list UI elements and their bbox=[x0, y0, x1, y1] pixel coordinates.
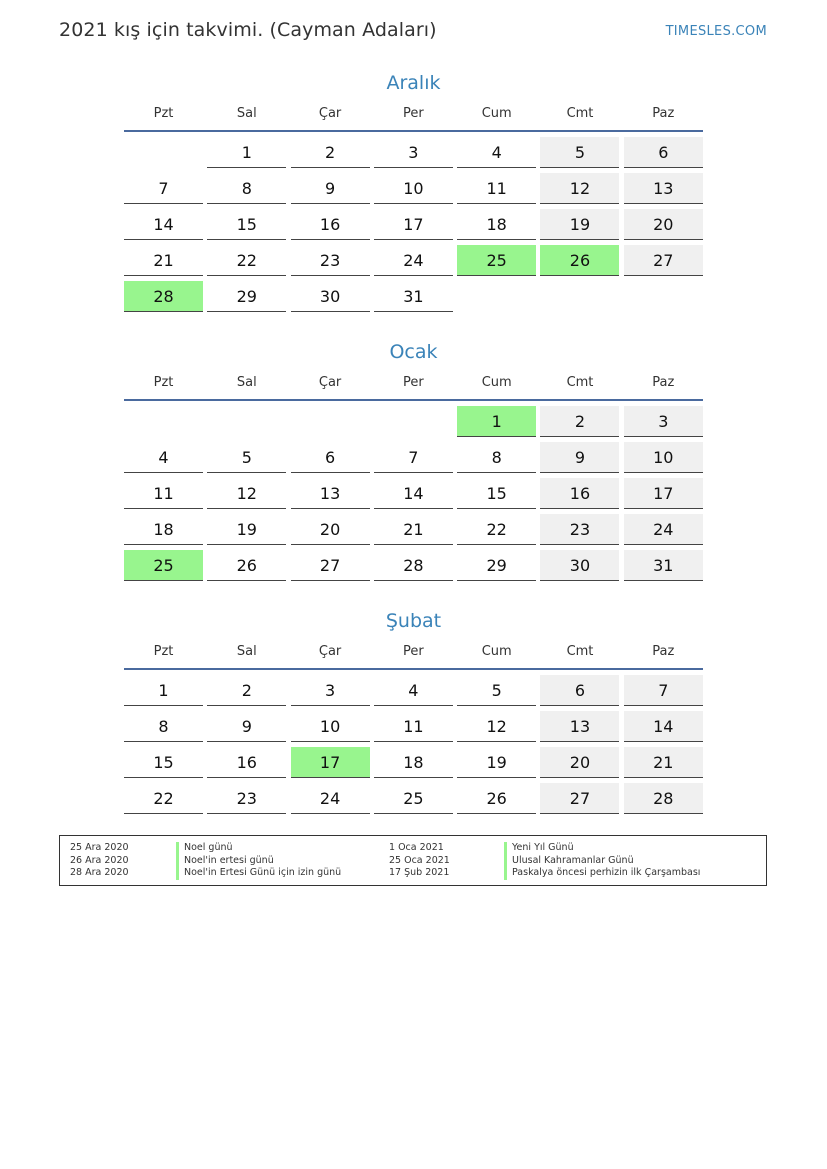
day-cell: 21 bbox=[624, 747, 703, 778]
brand-link[interactable]: TIMESLES.COM bbox=[665, 24, 767, 39]
weekday-label: Sal bbox=[236, 106, 257, 121]
legend-dates-right bbox=[389, 842, 450, 880]
day-cell: 25 bbox=[374, 783, 453, 814]
day-cell: 9 bbox=[207, 711, 286, 742]
day-cell: 24 bbox=[374, 245, 453, 276]
legend-name: Yeni Yıl Günü bbox=[504, 842, 700, 855]
day-cell: 6 bbox=[624, 137, 703, 168]
month-block bbox=[124, 607, 703, 814]
day-cell: 23 bbox=[291, 245, 370, 276]
day-cell: 12 bbox=[207, 478, 286, 509]
day-cell: 8 bbox=[457, 442, 536, 473]
day-cell: 7 bbox=[124, 173, 203, 204]
day-cell: 10 bbox=[624, 442, 703, 473]
day-cell: 4 bbox=[374, 675, 453, 706]
weekday-label: Sal bbox=[236, 644, 257, 659]
weekday-label: Paz bbox=[652, 106, 675, 121]
day-cell: 15 bbox=[124, 747, 203, 778]
day-cell: 3 bbox=[624, 406, 703, 437]
day-cell: 27 bbox=[624, 245, 703, 276]
holiday-day-cell: 28 bbox=[124, 281, 203, 312]
day-cell: 14 bbox=[124, 209, 203, 240]
day-cell: 24 bbox=[624, 514, 703, 545]
day-cell: 19 bbox=[540, 209, 619, 240]
weekday-label: Paz bbox=[652, 375, 675, 390]
day-cell: 26 bbox=[457, 783, 536, 814]
header-divider bbox=[124, 130, 703, 132]
weekday-header bbox=[124, 635, 703, 668]
legend-date: 25 Ara 2020 bbox=[70, 842, 129, 853]
day-cell: 10 bbox=[291, 711, 370, 742]
header-divider bbox=[124, 668, 703, 670]
day-cell: 18 bbox=[374, 747, 453, 778]
day-cell: 21 bbox=[124, 245, 203, 276]
day-cell: 7 bbox=[374, 442, 453, 473]
day-grid bbox=[124, 675, 703, 814]
day-cell: 31 bbox=[624, 550, 703, 581]
day-cell: 22 bbox=[124, 783, 203, 814]
month-title: Ocak bbox=[389, 341, 438, 363]
day-cell: 7 bbox=[624, 675, 703, 706]
day-cell: 26 bbox=[207, 550, 286, 581]
day-cell: 15 bbox=[457, 478, 536, 509]
empty-cell bbox=[124, 137, 203, 168]
legend-date: 28 Ara 2020 bbox=[70, 867, 129, 879]
legend-name: Noel'in Ertesi Günü için izin günü bbox=[176, 867, 341, 880]
day-cell: 23 bbox=[207, 783, 286, 814]
weekday-label: Pzt bbox=[153, 644, 174, 659]
holiday-day-cell: 25 bbox=[124, 550, 203, 581]
day-cell: 28 bbox=[624, 783, 703, 814]
page-title: 2021 kış için takvimi. (Cayman Adaları) bbox=[59, 19, 437, 41]
day-cell: 11 bbox=[124, 478, 203, 509]
legend-date: 17 Şub 2021 bbox=[389, 867, 450, 879]
legend-name: Noel günü bbox=[176, 842, 341, 855]
weekday-label: Cmt bbox=[566, 644, 594, 659]
empty-cell bbox=[207, 406, 286, 437]
legend-names-left bbox=[176, 842, 341, 880]
day-cell: 5 bbox=[540, 137, 619, 168]
day-cell: 3 bbox=[374, 137, 453, 168]
header-divider bbox=[124, 399, 703, 401]
month-title: Aralık bbox=[386, 72, 441, 94]
day-cell: 21 bbox=[374, 514, 453, 545]
day-cell: 8 bbox=[207, 173, 286, 204]
weekday-label: Pzt bbox=[153, 375, 174, 390]
weekday-header bbox=[124, 366, 703, 399]
day-cell: 22 bbox=[207, 245, 286, 276]
day-cell: 4 bbox=[124, 442, 203, 473]
weekday-label: Cum bbox=[481, 106, 512, 121]
day-cell: 11 bbox=[457, 173, 536, 204]
day-cell: 9 bbox=[540, 442, 619, 473]
empty-cell bbox=[374, 406, 453, 437]
day-cell: 28 bbox=[374, 550, 453, 581]
weekday-header bbox=[124, 97, 703, 130]
holiday-legend bbox=[59, 835, 767, 886]
day-cell: 24 bbox=[291, 783, 370, 814]
day-cell: 31 bbox=[374, 281, 453, 312]
day-cell: 12 bbox=[540, 173, 619, 204]
weekday-label: Cmt bbox=[566, 375, 594, 390]
holiday-day-cell: 1 bbox=[457, 406, 536, 437]
day-cell: 20 bbox=[291, 514, 370, 545]
day-cell: 15 bbox=[207, 209, 286, 240]
day-cell: 3 bbox=[291, 675, 370, 706]
legend-name: Noel'in ertesi günü bbox=[176, 855, 341, 868]
legend-name: Paskalya öncesi perhizin ilk Çarşambası bbox=[504, 867, 700, 880]
weekday-label: Pzt bbox=[153, 106, 174, 121]
day-cell: 2 bbox=[207, 675, 286, 706]
empty-cell bbox=[124, 406, 203, 437]
day-cell: 17 bbox=[624, 478, 703, 509]
day-cell: 14 bbox=[374, 478, 453, 509]
day-cell: 16 bbox=[540, 478, 619, 509]
day-cell: 29 bbox=[457, 550, 536, 581]
empty-cell bbox=[291, 406, 370, 437]
day-cell: 9 bbox=[291, 173, 370, 204]
day-cell: 13 bbox=[291, 478, 370, 509]
day-cell: 19 bbox=[457, 747, 536, 778]
day-cell: 30 bbox=[540, 550, 619, 581]
day-cell: 20 bbox=[540, 747, 619, 778]
weekday-label: Per bbox=[403, 644, 424, 659]
month-title: Şubat bbox=[385, 610, 442, 632]
weekday-label: Cum bbox=[481, 644, 512, 659]
day-cell: 23 bbox=[540, 514, 619, 545]
day-cell: 17 bbox=[374, 209, 453, 240]
day-cell: 29 bbox=[207, 281, 286, 312]
day-grid bbox=[124, 137, 703, 312]
weekday-label: Çar bbox=[318, 644, 342, 659]
day-cell: 11 bbox=[374, 711, 453, 742]
day-cell: 27 bbox=[540, 783, 619, 814]
day-cell: 6 bbox=[291, 442, 370, 473]
weekday-label: Sal bbox=[236, 375, 257, 390]
legend-date: 1 Oca 2021 bbox=[389, 842, 444, 853]
legend-names-right bbox=[504, 842, 700, 880]
day-cell: 4 bbox=[457, 137, 536, 168]
weekday-label: Per bbox=[403, 106, 424, 121]
month-block bbox=[124, 69, 703, 312]
day-cell: 20 bbox=[624, 209, 703, 240]
weekday-label: Cum bbox=[481, 375, 512, 390]
legend-name: Ulusal Kahramanlar Günü bbox=[504, 855, 700, 868]
legend-date: 26 Ara 2020 bbox=[70, 854, 129, 866]
day-cell: 19 bbox=[207, 514, 286, 545]
holiday-day-cell: 25 bbox=[457, 245, 536, 276]
day-cell: 10 bbox=[374, 173, 453, 204]
day-cell: 2 bbox=[540, 406, 619, 437]
weekday-label: Çar bbox=[318, 106, 342, 121]
day-cell: 2 bbox=[291, 137, 370, 168]
day-cell: 13 bbox=[624, 173, 703, 204]
day-cell: 16 bbox=[291, 209, 370, 240]
day-cell: 13 bbox=[540, 711, 619, 742]
holiday-day-cell: 17 bbox=[291, 747, 370, 778]
legend-date: 25 Oca 2021 bbox=[389, 854, 450, 866]
day-cell: 27 bbox=[291, 550, 370, 581]
weekday-label: Çar bbox=[318, 375, 342, 390]
day-cell: 14 bbox=[624, 711, 703, 742]
day-cell: 16 bbox=[207, 747, 286, 778]
day-cell: 6 bbox=[540, 675, 619, 706]
day-cell: 12 bbox=[457, 711, 536, 742]
legend-dates-left bbox=[70, 842, 129, 880]
month-block bbox=[124, 338, 703, 581]
day-cell: 18 bbox=[457, 209, 536, 240]
day-cell: 5 bbox=[457, 675, 536, 706]
day-grid bbox=[124, 406, 703, 581]
day-cell: 22 bbox=[457, 514, 536, 545]
day-cell: 30 bbox=[291, 281, 370, 312]
weekday-label: Per bbox=[403, 375, 424, 390]
day-cell: 8 bbox=[124, 711, 203, 742]
day-cell: 5 bbox=[207, 442, 286, 473]
day-cell: 18 bbox=[124, 514, 203, 545]
holiday-day-cell: 26 bbox=[540, 245, 619, 276]
weekday-label: Cmt bbox=[566, 106, 594, 121]
day-cell: 1 bbox=[207, 137, 286, 168]
day-cell: 1 bbox=[124, 675, 203, 706]
weekday-label: Paz bbox=[652, 644, 675, 659]
